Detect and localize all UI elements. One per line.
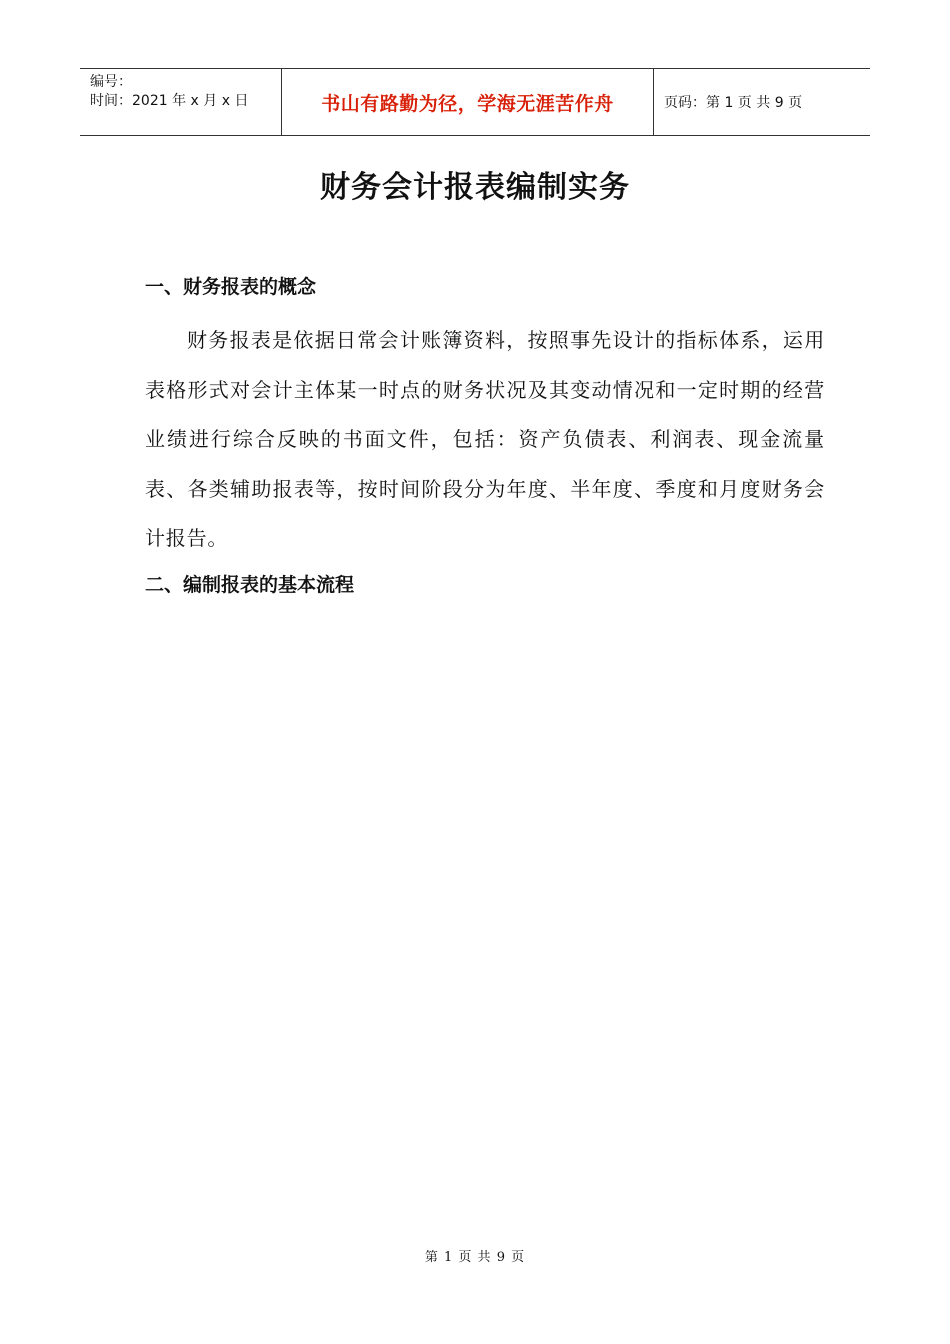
document-title: 财务会计报表编制实务	[320, 170, 630, 205]
section-heading-1: 一、财务报表的概念	[145, 276, 317, 298]
section-paragraph-1: 财务报表是依据日常会计账簿资料，按照事先设计的指标体系，运用表格形式对会计主体某一时点的财务状况及其变动情况和一定时期的经营业绩进行综合反映的书面文件，包括：资产负债表、利润表、现金流量表、各类辅助报表等，按时间阶段分为年度、半年度、季度和月度财务会计报告。	[145, 328, 825, 550]
header-motto: 书山有路勤为径，学海无涯苦作舟	[321, 92, 614, 115]
header-motto-cell	[281, 69, 654, 135]
date-label: 时间：2021 年 x 月 x 日	[90, 93, 249, 109]
section-heading-2: 二、编制报表的基本流程	[145, 574, 355, 596]
header-meta-cell	[80, 69, 281, 135]
footer-page-number: 第 1 页 共 9 页	[424, 1250, 526, 1265]
serial-number-label: 编号：	[90, 74, 132, 90]
document-header	[80, 68, 870, 136]
header-page-cell	[654, 69, 870, 135]
header-page-info: 页码：第 1 页 共 9 页	[664, 95, 803, 111]
